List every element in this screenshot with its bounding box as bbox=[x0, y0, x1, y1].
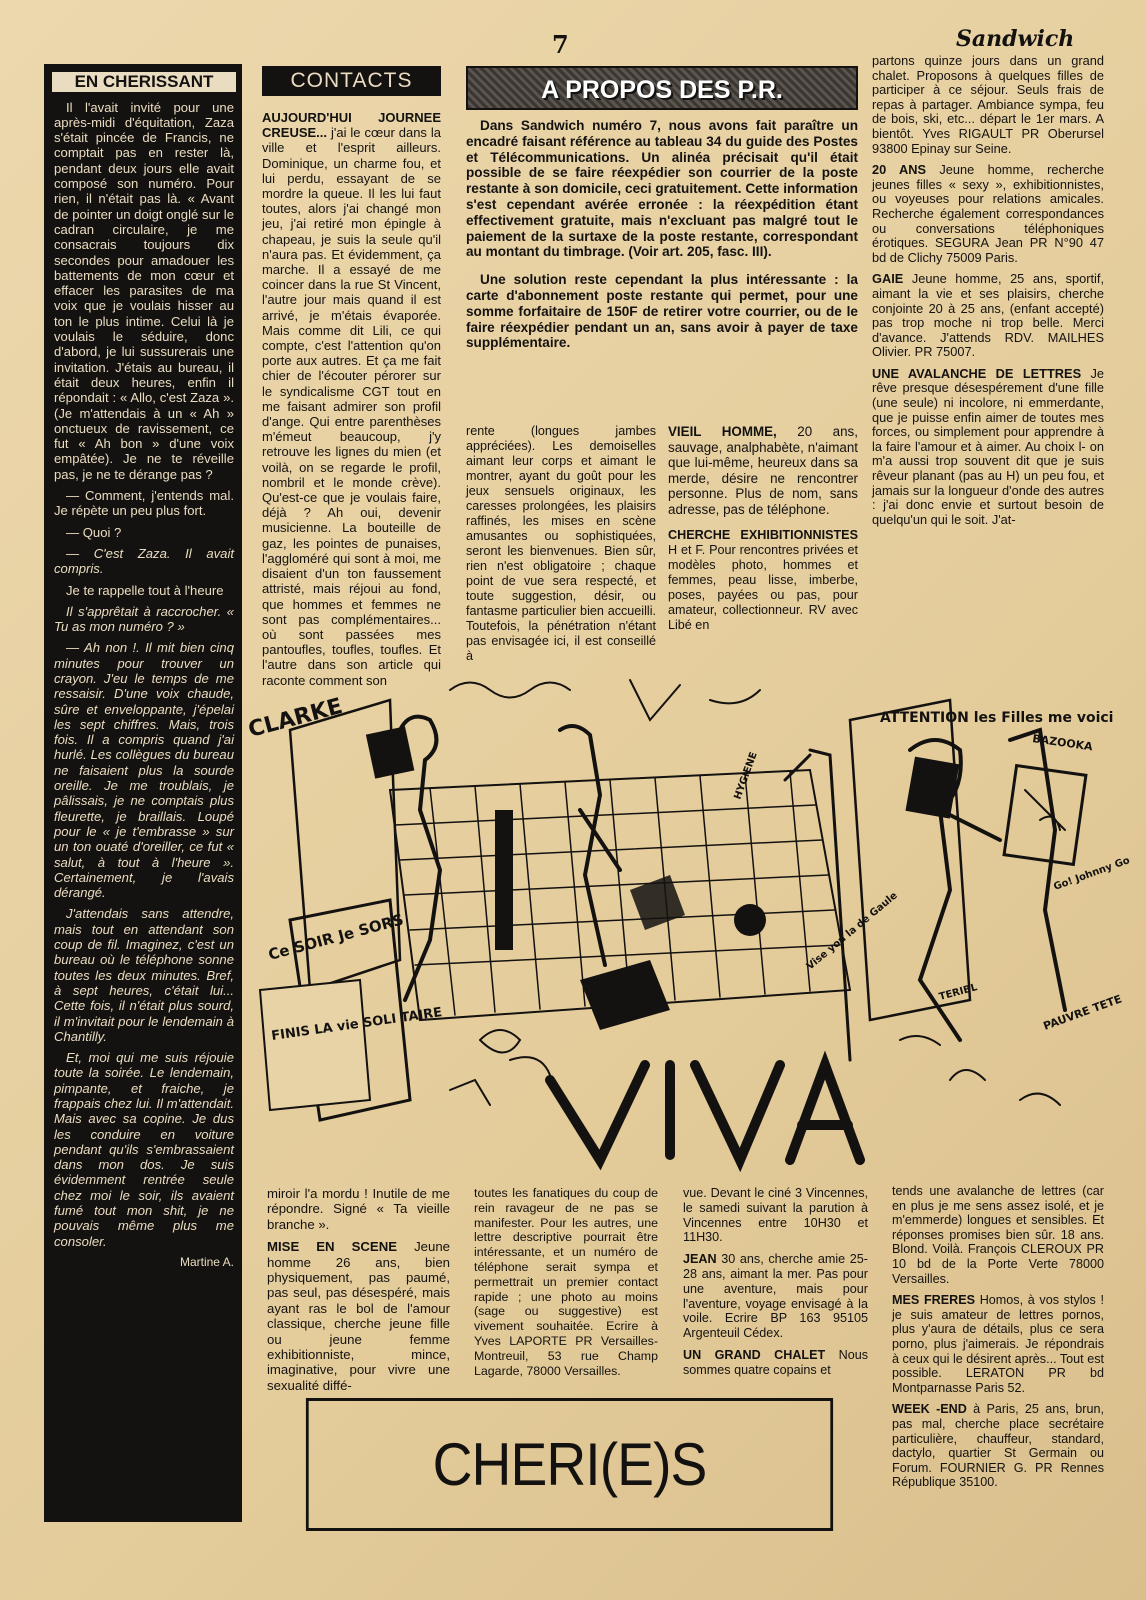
drawing-text: VIVA bbox=[550, 1174, 555, 1176]
story-column bbox=[44, 64, 242, 1522]
ad-column-bottom-4 bbox=[892, 1184, 1104, 1497]
apropos-paragraph: Une solution reste cependant la plus intéressante : la carte d'abonnement poste restante qui permet, pour une somme forfaitaire de 150F de retirer votre courrier, ou de le faire réexpédier pendant un an, sans avoir à payer de taxe supplémentaire. bbox=[466, 272, 858, 351]
ad-lead: MES FRERES bbox=[892, 1293, 976, 1308]
ad-mise-en-scene bbox=[267, 1239, 450, 1393]
ad-body: à Paris, 25 ans, brun, pas mal, cherche place secrétaire particulière, chauffeur, standard, dactylo, quartier St Germain ou Forum. FOURNIER G. PR Rennes République 35100. bbox=[892, 1402, 1104, 1490]
ad-lead: GAIE bbox=[872, 271, 904, 287]
ad-lead: MISE EN SCENE bbox=[267, 1239, 398, 1255]
ad-avalanche bbox=[872, 367, 1104, 528]
story-paragraph: Il l'avait invité pour une après-midi d'équitation, Zaza s'était pincée de Francis, ne comptait pas en rester là, pendant deux jours elle avait composé son numéro. Pour rien, il n'était pas là. « Avant de pointer un doigt onglé sur le cadran circulaire, je me consacrais toujours dix secondes pour amadouer les battements de mon cœur et effacer les parasites de ma voix que je voulais hisser au ton le plus intime. Celui là je voulais le séduire, donc d'abord, je lui sussurerais une invitation. J'étais au bureau, il était deux heures, enfin il répondait : « Allo, c'est Zaza ». (Je m'attendais à un « Ah » onctueux de ravissement, ce fut « Ah bon » d'une voix empâtée). Je ne te réveille pas, je ne te dérange pas ? bbox=[54, 99, 234, 482]
ad-body: Jeune homme, recherche jeunes filles « sexy », exhibitionnistes, ou voyeuses pour relations amicales. Recherche également correspondances ou conversations téléphoniques érotiques. SEGURA Jean PR N°90 47 bd de Clichy 75009 Paris. bbox=[872, 162, 1105, 265]
drawing-text: Ce SOIR Je SORS bbox=[266, 910, 406, 964]
ad-body: Nous sommes quatre copains et bbox=[683, 1347, 869, 1377]
ad-column-b bbox=[668, 424, 858, 640]
ad-gaie bbox=[872, 272, 1104, 360]
ad-body: Jeune homme, 25 ans, sportif, aimant la vie et ses plaisirs, cherche conjointe 20 à 25 ans, (enfant accepté) pas trop moche ni trop belle. Merci d'avance. J'attends RDV. MAILHES Olivier. PR 75007. bbox=[872, 271, 1104, 360]
ad-cleroux: tends une avalanche de lettres (car en plus je me sens assez isolé, et je m'emmerde) longues et sensibles. Et réponses promises bien sûr. 18 ans. Blond. Voilà. François CLEROUX PR 10 bd de la Porte Verte 78000 Versailles. bbox=[892, 1184, 1104, 1286]
ad-miroir: miroir l'a mordu ! Inutile de me répondre. Signé « Ta vieille branche ». bbox=[267, 1186, 450, 1232]
page-number: 7 bbox=[552, 30, 569, 59]
ad-jean bbox=[683, 1252, 868, 1341]
contacts-body: j'ai le cœur dans la ville et l'esprit ailleurs. Dominique, un charme fou, et lui perdu, essayant de se mordre la queue. Il les lui faut toutes, alors j'ai changé mon jeu, j'ai retiré mon épingle à chapeau, je suis la seule qu'il n'aura pas. Et évidemment, ça marche. Il a essayé de me coincer dans la rue St Vincent, l'autre jour mais quand il est arrivé, je m'étais évaporée. Mais comme dit Lili, ce qui compte, c'est l'attention qu'on porte aux autres. Et ça me fait chier de l'écouter pérorer sur le syndicalisme CGT tout en me faisant admirer son profil d'ange. Qui entre parenthèses m'émeut beaucoup, j'y retrouve les lignes du mien (et voilà, on se regarde le profil, nombril et le monde crève). Qu'est-ce que je voulais faire, déjà ? Ah oui, devenir musicienne. La bouteille de gaz, les pointes de punaises, l'aggloméré qui sont à moi, me disaient d'un ton faussement attristé, mais réjoui au fond, que hommes et femmes ne sont pas complémentaires... où sont passées mes pantoufles, toufles, toufles. Et l'autre dans son article qui raconte comment son bbox=[262, 125, 441, 688]
story-paragraph: Et, moi qui me suis réjouie toute la soirée. Le lendemain, pimpante, et fraiche, je frappais chez lui. Il m'attendait. Mais avec sa copine. Je dus les conduire en voiture pendant qu'ils s'embrassaient dans mon dos. Je suis évidemment rentrée seule chez moi le soir, ils avaient fumé tout mon shit, je ne pouvais même plus me consoler. bbox=[54, 1050, 234, 1249]
story-paragraph: — C'est Zaza. Il avait compris. bbox=[54, 545, 234, 577]
ad-column-bottom-1 bbox=[267, 1186, 450, 1400]
ad-lead: CHERCHE EXHIBITIONNISTES bbox=[668, 527, 858, 542]
story-signature: Martine A. bbox=[179, 1254, 234, 1269]
story-paragraph: J'attendais sans attendre, mais tout en attendant son coup de fil. Imaginez, c'est un bureau où le téléphone sonne toutes les deux minutes. Bref, à sept heures, c'était lui... Cette fois, il n'était plus sourd, il m'invitait pour le lendemain à Chantilly. bbox=[54, 906, 234, 1044]
ad-body: Jeune homme 26 ans, bien physiquement, pas paumé, pas seul, pas désespéré, mais ayant ras le bol de l'amour classique, cherche jeune fille ou jeune femme exhibitionniste, mince, imaginative, pour vivre une sexualité diffé- bbox=[267, 1239, 451, 1393]
ad-text: rente (longues jambes appréciées). Les demoiselles aimant leur corps et aimant le montrer, ayant du goût pour les jeux sensuels originaux, les caresses prolongées, les plaisirs raffinés, les mises en scène amusantes ou sophistiquées, seront les bienvenues. Bien sûr, rien n'est obligatoire ; chaque point de vue sera respecté, et toute suggestion, désir, ou fantasme particulier bien accueilli. Toutefois, la pénétration n'étant pas envisagée ici, il est conseillé à bbox=[466, 424, 656, 663]
ad-lead: UNE AVALANCHE DE LETTRES bbox=[872, 365, 1082, 381]
comic-illustration bbox=[245, 660, 1132, 1186]
ad-cherche bbox=[668, 528, 858, 633]
ad-body: Je rêve presque désespérement d'une fille (une seule) ni incolore, ni emmerdante, que je puisse enfin aimer de toutes mes forces, ou simplement pour apprendre à la faire l'amour et à aimer. Au choix l- on m'a aussi trop souvent dit que je suis rêveur planant (pas au H) un peu fou, et jamais sur la longueur d'onde des autres : j'ai donc envie et surtout besoin de quelqu'un qui le soit. J'at- bbox=[872, 365, 1104, 527]
ad-20-ans bbox=[872, 163, 1104, 265]
ad-body: H et F. Pour rencontres privées et modèles photo, hommes et femmes, peau lisse, imberbe, poses, payées ou pas, pour amateur, collectionneur. RV avec Libé en bbox=[668, 542, 858, 632]
drawing-text: PAUVRE TETE bbox=[1041, 992, 1124, 1033]
ad-grand-chalet bbox=[683, 1348, 868, 1378]
story-paragraph: — Comment, j'entends mal. Je répète un peu plus fort. bbox=[54, 488, 234, 519]
ad-mes-freres bbox=[892, 1293, 1104, 1395]
drawing-text: HYGIENE bbox=[732, 750, 760, 802]
story-paragraph: Il s'apprêtait à raccrocher. « Tu as mon numéro ? » bbox=[54, 603, 234, 635]
cheries-box: CHERI(E)S bbox=[306, 1398, 833, 1531]
contacts-heading: CONTACTS bbox=[262, 66, 441, 96]
story-paragraph: Je te rappelle tout à l'heure bbox=[66, 582, 224, 598]
ad-lead: VIEIL HOMME, bbox=[668, 424, 777, 439]
contacts-lead: AUJOURD'HUI JOURNEE CREUSE... bbox=[262, 110, 441, 141]
apropos-heading bbox=[466, 66, 858, 110]
ad-partons: partons quinze jours dans un grand chalet. Proposons à quelques filles de participer à ce séjour. Seuls frais de repas à partager. Ambiance sympa, feu de bois, ski, etc... départ le 1er mars. A bientôt. Yves RIGAULT PR Oberursel 93800 Epinay sur Seine. bbox=[872, 53, 1104, 156]
drawing-text: Go! Johnny Go bbox=[1052, 855, 1132, 893]
drawing-text: CLARKE bbox=[245, 693, 346, 743]
ad-body: Homos, à vos stylos ! je suis amateur de lettres pornos, plus y'aura de détails, plus ce sera porno, plus j'aimerais. Je répondrais à ceux qui le désirent après... Tout est possible. LERATON PR bd Montparnasse Paris 52. bbox=[892, 1293, 1104, 1395]
ad-body: 30 ans, cherche amie 25-28 ans, aimant la mer. Pas pour une aventure, mais pour l'aventure, voyage envisagé à la voile. Ecrire BP 163 95105 Argenteuil Cédex. bbox=[683, 1252, 868, 1341]
contacts-column bbox=[262, 110, 441, 695]
ad-lead: JEAN bbox=[683, 1252, 717, 1267]
drawing-text: ATTENTION les Filles me voici bbox=[880, 710, 1114, 726]
ad-laporte: toutes les fanatiques du coup de rein ravageur de ne pas se manifester. Pour les autres, une lettre descriptive pourrait être intéressante, et un numéro de téléphone serait sympa et permettrait un premier contact rapide ; une photo au moins (sage ou suggestive) est vivement souhaitée. Ecrire à Yves LAPORTE PR Versailles-Montreuil, 53 rue Champ Lagarde, 78000 Versailles. bbox=[474, 1186, 658, 1378]
ad-lead: 20 ANS bbox=[872, 162, 927, 178]
ad-lead: UN GRAND CHALET bbox=[683, 1347, 826, 1362]
apropos-heading-text: A PROPOS DES P.R. bbox=[541, 76, 783, 104]
apropos-paragraph: Dans Sandwich numéro 7, nous avons fait paraître un encadré faisant référence au tableau 34 du guide des Postes et Télécommunications. Un alinéa précisait qu'il était possible de se faire réexpédier son courrier de la poste restante à son domicile, ceci gratuitement. Cette information s'est cependant avérée erronée : la réexpédition étant effectivement gratuite, mais n'excluant pas malgré tout le paiement de la surtaxe de la poste restante, correspondant au montant du timbrage. (Voir art. 205, fasc. III). bbox=[466, 118, 858, 260]
story-heading: EN CHERISSANT bbox=[52, 72, 236, 92]
ad-column-bottom-2 bbox=[474, 1186, 658, 1385]
ad-column-right bbox=[872, 54, 1104, 534]
brand-logo: Sandwich bbox=[956, 26, 1075, 52]
ad-column-a bbox=[466, 424, 656, 671]
ad-body: 20 ans, sauvage, analphabète, n'aimant que lui-même, heureux dans sa merde, désire ne rencontrer personne. Plus de nom, sans adresse, pas de téléphone. bbox=[668, 424, 858, 517]
drawing-text: FINIS LA vie SOLI TAIRE bbox=[270, 1005, 444, 1044]
ad-column-bottom-3 bbox=[683, 1186, 868, 1385]
story-paragraph: — Ah non !. Il mit bien cinq minutes pour trouver un crayon. J'eu le temps de me ressaisir. D'une voix chaude, sûre et enveloppante, j'épelai les sept chiffres. Mais, trois fois. Il a compris quand j'ai hurlé. Les collègues du bureau ne faisaient plus la sourde oreille. Je me troublais, je pâlissais, je ne comptais plus fleurette, je braillais. Loupé pour le « je t'embrasse » sur un ton ouaté d'oreiller, ce fut « salut, à tout à l'heure ». Certainement, je l'avais dérangé. bbox=[54, 640, 234, 901]
drawing-text: TERIBL bbox=[937, 982, 979, 1003]
apropos-text bbox=[466, 118, 858, 363]
ad-vieil-homme bbox=[668, 424, 858, 518]
ad-vincennes: vue. Devant le ciné 3 Vincennes, le samedi suivant la parution à Vincennes entre 10H30 et 11H30. bbox=[683, 1186, 868, 1245]
contacts-text bbox=[262, 110, 441, 688]
story-paragraph: — Quoi ? bbox=[66, 524, 122, 540]
ad-week-end bbox=[892, 1402, 1104, 1490]
drawing-text: Vise you la de Gaule bbox=[804, 890, 900, 973]
drawing-text: BAZOOKA bbox=[1031, 732, 1094, 754]
ad-lead: WEEK -END bbox=[892, 1402, 967, 1417]
